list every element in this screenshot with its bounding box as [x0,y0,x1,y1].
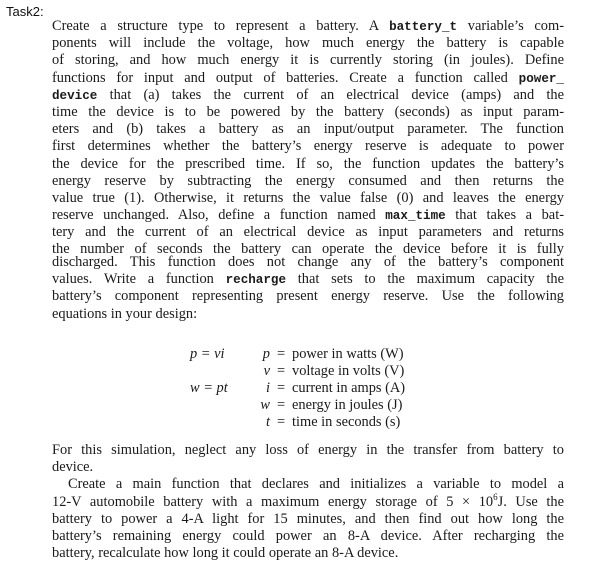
text-line: energy reserve by subtracting the energy consumed and then returns the [52,172,564,189]
text-line: first determines whether the battery’s energy reserve is adequate to power [52,138,564,155]
text-line: tery and the current of an electrical device as input parameters and returns [52,224,564,241]
variable-definitions [252,346,405,431]
text-line: time the device is to be powered by the battery (seconds) as input param- [52,103,564,120]
text-line: 12-V automobile battery with a maximum energy storage of $5 \times 10^6J$. Use the [52,491,564,510]
equation-power: p = vi [190,346,225,362]
text-line: equations in your design: [52,305,198,322]
definition-row: p = power in watts (W) [262,346,404,362]
definition-row: v = voltage in volts (V) [263,363,405,379]
text-line: discharged. This function does not change any of the battery’s component [52,254,564,270]
text-line: device. [52,459,94,476]
text-line: battery’s remaining energy could power an 8-A device. After recharging the [52,527,564,544]
text-line: of storing, and how much energy it is currently storing (in joules). Define [52,52,564,69]
text-line: reserve unchanged. Also, define a function named max_time that takes a bat- [52,207,564,224]
text-line: battery, recalculate how long it could operate an 8-A device. [52,545,399,562]
text-line: the device for the prescribed time. If so, the function updates the battery’s [52,155,564,172]
code-power-device: power_ [518,71,564,86]
text-line: eters and (b) takes a battery as an input/output parameter. The function [52,121,564,138]
definition-row: w = energy in joules (J) [260,397,403,413]
text-line: Create a structure type to represent a battery. A battery_t variable’s com- [52,18,564,34]
paragraph-3 [52,442,564,562]
text-line: For this simulation, neglect any loss of energy in the transfer from battery to [52,442,564,458]
text-line: value true (1). Otherwise, it returns the value false (0) and leaves the energy [52,189,564,206]
equation-energy: w = pt [190,380,228,396]
text-line: functions for input and output of batteries. Create a function called power_ [52,69,564,86]
text-line: ponents will include the voltage, how much energy the battery is capable [52,35,564,52]
code-recharge: recharge [225,273,287,288]
text-line: values. Write a function recharge that sets to the maximum capacity the [52,271,564,288]
text-line: battery to power a 4-A light for 15 minutes, and then find out how long the [52,510,564,527]
paragraph-1 [52,18,564,259]
text-line: battery’s component representing present energy reserve. Use the following [52,288,564,305]
equation-list [190,346,250,397]
task-label: Task2: [6,4,44,19]
text-line: Create a main function that declares and initializes a variable to model a [68,476,564,493]
exponent: 6 [493,491,498,502]
code-battery-t: battery_t [389,20,458,34]
text-line: the number of seconds the battery can operate the device before it is fully [52,241,564,258]
code-power-device-cont: device [52,88,98,103]
code-max-time: max_time [385,209,446,224]
definition-row: t = time in seconds (s) [266,414,401,430]
text-line: device that (a) takes the current of an electrical device (amps) and the [52,86,564,103]
definition-row: i = current in amps (A) [266,380,406,396]
paragraph-2 [52,254,564,323]
